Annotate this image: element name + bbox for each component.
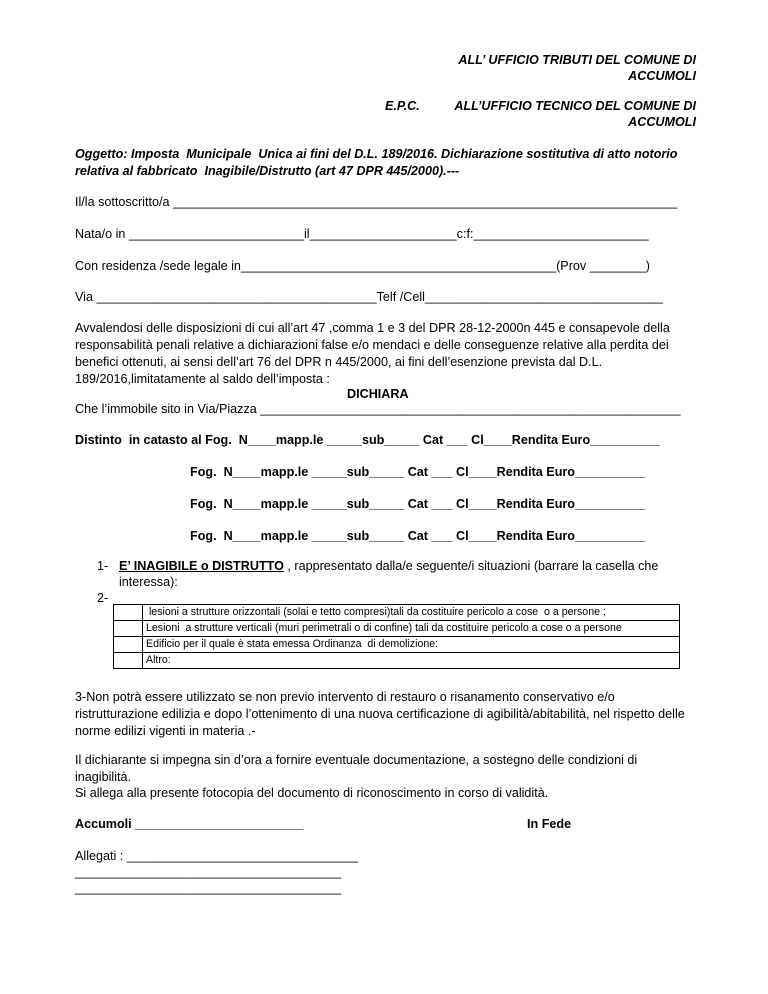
situation-label: Edificio per il quale è stata emessa Ordinanza di demolizione:: [143, 637, 680, 653]
situation-label: Lesioni a strutture verticali (muri perimetrali o di confine) tali da costituire pericolo a cose o a persone: [143, 621, 680, 637]
dichiara-heading: DICHIARA: [347, 387, 409, 401]
residence-field[interactable]: Con residenza /sede legale in_____________________________________________(Prov ________): [75, 259, 650, 273]
item-2-number: 2-: [97, 591, 109, 605]
cadastre-row[interactable]: Fog. N____mapp.le _____sub_____ Cat ___ Cl____Rendita Euro__________: [190, 497, 646, 511]
cadastre-row[interactable]: Fog. N____mapp.le _____sub_____ Cat ___ Cl____Rendita Euro__________: [190, 465, 646, 479]
item-1-line-2: interessa):: [119, 575, 178, 589]
allegati-line-3[interactable]: ______________________________________: [75, 881, 342, 895]
situation-checkbox[interactable]: [114, 621, 143, 637]
allegati-field[interactable]: Allegati : _________________________________: [75, 849, 358, 863]
epc-label: E.P.C.: [385, 99, 420, 113]
item-1-number: 1-: [97, 559, 109, 573]
recipient-line-1: ALL’ UFFICIO TRIBUTI DEL COMUNE DI: [458, 53, 696, 67]
signature-label: In Fede: [527, 817, 572, 831]
item-1-text: [119, 558, 658, 574]
situation-checkbox[interactable]: [114, 605, 143, 621]
situation-label: lesioni a strutture orizzontali (solai e tetto compresi)tali da costituire pericolo a cose o a persone ;: [143, 605, 680, 621]
place-date-field[interactable]: Accumoli ________________________: [75, 817, 304, 831]
situation-checkbox[interactable]: [114, 637, 143, 653]
item-1-rest: , rappresentato dalla/e seguente/i situazioni (barrare la casella che: [283, 559, 659, 573]
sottoscritto-field[interactable]: Il/la sottoscritto/a ________________________________________________________________________: [75, 195, 678, 209]
property-address-field[interactable]: Che l’immobile sito in Via/Piazza ____________________________________________________________: [75, 402, 681, 416]
recipient-line-2: ACCUMOLI: [628, 69, 696, 83]
table-row: [114, 653, 680, 669]
table-row: [114, 605, 680, 621]
table-row: [114, 637, 680, 653]
table-row: [114, 621, 680, 637]
allegati-line-2[interactable]: ______________________________________: [75, 865, 342, 879]
birth-field[interactable]: Nata/o in _________________________il_____________________c:f:_________________________: [75, 227, 649, 241]
address-phone-field[interactable]: Via ________________________________________Telf /Cell__________________________________: [75, 290, 664, 304]
intro-paragraph: Avvalendosi delle disposizioni di cui all’art 47 ,comma 1 e 3 del DPR 28-12-2000n 445 e consapevole della responsabilità penali relative a dichiarazioni false e/o mendaci e delle conseguenze relative alla perdita dei benefici ottenuti, ai sensi dell’art 76 del DPR n 445/2000, ai fini dell’esenzione prevista dal D.L. 189/2016,limitatamente al saldo dell’imposta :: [75, 321, 670, 386]
cc-recipient-line-2: ACCUMOLI: [628, 115, 696, 129]
attachment-note: Si allega alla presente fotocopia del documento di riconoscimento in corso di validità.: [75, 786, 549, 800]
situation-label: Altro:: [143, 653, 680, 669]
subject-line-2: relativa al fabbricato Inagibile/Distrutto (art 47 DPR 445/2000).---: [75, 164, 460, 178]
item-3-paragraph: 3-Non potrà essere utilizzato se non previo intervento di restauro o risanamento conservativo e/o ristrutturazione edilizia e dopo l’ottenimento di una nuova certificazione di agibilità/abitabilità, nel rispetto delle norme edilizi vigenti in materia .-: [75, 690, 685, 738]
situations-table: [113, 604, 680, 669]
cadastre-row[interactable]: Fog. N____mapp.le _____sub_____ Cat ___ Cl____Rendita Euro__________: [190, 529, 646, 543]
commitment-paragraph: Il dichiarante si impegna sin d’ora a fornire eventuale documentazione, a sostegno delle condizioni di inagibilità.: [75, 753, 638, 784]
situation-checkbox[interactable]: [114, 653, 143, 669]
cc-recipient-line-1: ALL’UFFICIO TECNICO DEL COMUNE DI: [454, 99, 696, 113]
cadastre-row[interactable]: Distinto in catasto al Fog. N____mapp.le _____sub_____ Cat ___ Cl____Rendita Euro__________: [75, 433, 661, 447]
subject-line-1: Oggetto: Imposta Municipale Unica ai fini del D.L. 189/2016. Dichiarazione sostitutiva di atto notorio: [75, 147, 678, 161]
item-1-heading: E’ INAGIBILE o DISTRUTTO: [119, 559, 284, 573]
